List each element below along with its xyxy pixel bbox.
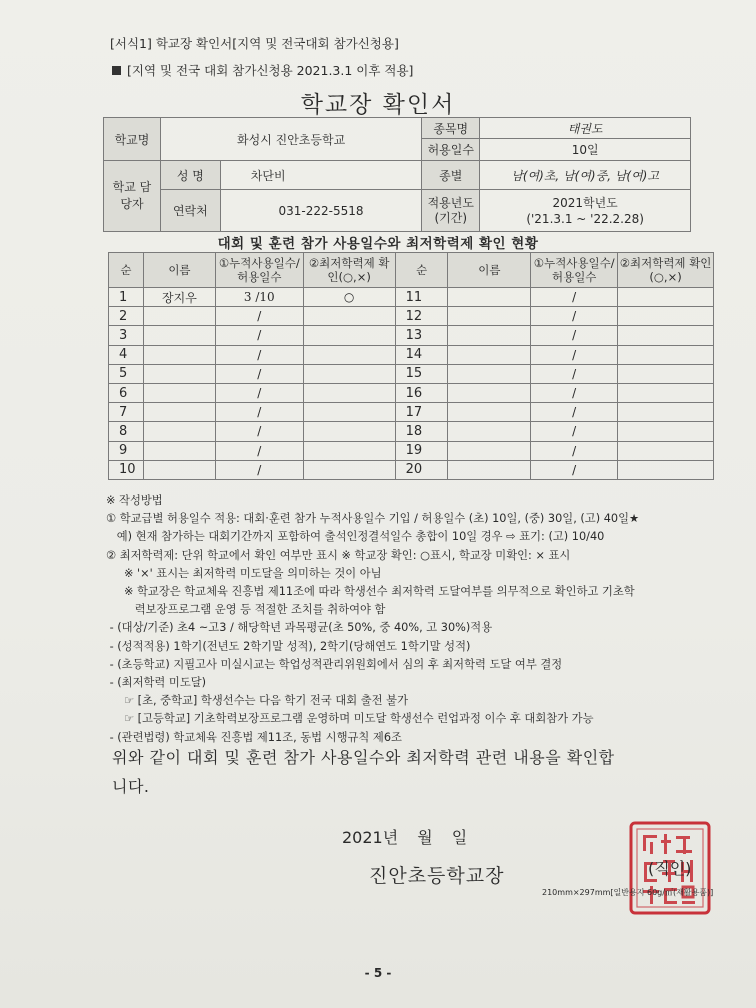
days-used: / [215,383,303,402]
days-used: / [531,383,618,402]
table-row [109,403,714,422]
form-label: [서식1] 학교장 확인서[지역 및 전국대회 참가신청용] [110,36,399,51]
row-number: 20 [395,460,448,479]
academic-check [303,345,395,364]
header-name: 이름 [143,253,215,288]
academic-check [618,288,714,307]
header-no: 순 [109,253,144,288]
academic-check [303,403,395,422]
days-used: / [531,441,618,460]
row-number: 7 [109,403,144,422]
academic-check [618,345,714,364]
row-number: 16 [395,383,448,402]
student-name [143,307,215,326]
student-name [143,460,215,479]
row-number: 13 [395,326,448,345]
instruction-line: - (대상/기준) 초4 ~고3 / 해당학년 과목평균(초 50%, 중 40%, 고 30%)적용 [106,621,493,635]
student-name [143,326,215,345]
student-name [448,460,531,479]
student-name [143,364,215,383]
days-used: / [215,326,303,345]
allowed-days-value: 10일 [480,139,691,161]
academic-check [618,403,714,422]
academic-check [618,460,714,479]
academic-check [618,422,714,441]
instruction-line: ② 최저학력제: 단위 학교에서 확인 여부만 표시 ※ 학교장 확인: ○표시, 학교장 미확인: × 표시 [106,548,571,562]
academic-check [618,326,714,345]
academic-check [303,441,395,460]
academic-check: ○ [303,288,395,307]
student-name [448,403,531,422]
row-number: 3 [109,326,144,345]
student-name [448,422,531,441]
days-used: / [215,460,303,479]
event-label: 종목명 [422,118,480,139]
table-row [109,288,714,307]
status-table-header [109,253,714,288]
instruction-line: 예) 현재 참가하는 대회기간까지 포함하여 출석인정결석일수 총합이 10일 경우 ⇨ 표기: (고) 10/40 [106,530,605,544]
academic-check [618,307,714,326]
days-used: / [531,345,618,364]
days-used: / [531,460,618,479]
table-row [109,345,714,364]
student-name [448,288,531,307]
contact-value: 031-222-5518 [220,190,422,232]
confirmation-line-2: 니다. [112,777,150,796]
row-number: 14 [395,345,448,364]
student-name: 장지우 [143,288,215,307]
instruction-line: ☞ [고등학교] 기초학력보장프로그램 운영하며 미도달 학생선수 런업과정 이수 후 대회참가 가능 [106,712,594,726]
row-number: 5 [109,364,144,383]
school-principal: 진안초등학교장 [369,865,505,887]
academic-check [618,364,714,383]
row-number: 4 [109,345,144,364]
row-number: 12 [395,307,448,326]
student-name [448,345,531,364]
days-used: 3 /10 [215,288,303,307]
status-table-caption: 대회 및 훈련 참가 사용일수와 최저학력제 확인 현황 [217,236,539,252]
row-number: 15 [395,364,448,383]
instruction-line: 력보장프로그램 운영 등 적절한 조치를 취하여야 함 [106,603,386,617]
row-number: 17 [395,403,448,422]
header-days: ①누적사용일수/ 허용일수 [531,253,618,288]
allowed-days-label: 허용일수 [422,139,480,161]
academic-check [303,307,395,326]
days-used: / [215,345,303,364]
row-number: 9 [109,441,144,460]
instruction-line: - (최저학력 미도달) [106,676,207,690]
days-used: / [215,307,303,326]
student-name [448,364,531,383]
school-info-table [103,117,691,232]
header-check: ②최저학력제 확인(○,×) [618,253,714,288]
table-row [109,383,714,402]
row-number: 11 [395,288,448,307]
row-number: 2 [109,307,144,326]
official-seal-mark: (직인) [648,859,692,878]
year-label: 적용년도 (기간) [422,190,480,232]
days-used: / [531,364,618,383]
name-value: 차단비 [220,161,422,190]
header-name: 이름 [448,253,531,288]
row-number: 10 [109,460,144,479]
instruction-line: - (초등학교) 지필고사 미실시교는 학업성적관리위원회에서 심의 후 최저학력 도달 여부 결정 [106,657,563,671]
instruction-line: ① 학교급별 허용일수 적용: 대회·훈련 참가 누적사용일수 기입 / 허용일수 (초) 10일, (중) 30일, (고) 40일★ [106,512,640,526]
days-used: / [531,307,618,326]
paper-spec: 210mm×297mm[일반용지 60g/㎡(재활용품)] [542,888,714,897]
year-period: ('21.3.1 ~ '22.2.28) [526,211,644,226]
page-title: 학교장 확인서 [300,92,456,118]
days-used: / [531,422,618,441]
table-row [109,422,714,441]
academic-check [303,460,395,479]
academic-check [303,364,395,383]
confirmation-line-1: 위와 같이 대회 및 훈련 참가 사용일수와 최저학력 관련 내용을 확인합 [112,748,615,767]
status-table-body [109,288,714,480]
header-days: ①누적사용일수/ 허용일수 [215,253,303,288]
academic-check [618,383,714,402]
student-name [143,383,215,402]
table-row [109,441,714,460]
date-line: 2021년 월 일 [342,828,468,847]
instruction-line: ※ 학교장은 학교체육 진흥법 제11조에 따라 학생선수 최저학력 도달여부를 의무적으로 확인하고 기초학 [106,585,635,599]
student-name [448,307,531,326]
days-used: / [531,326,618,345]
academic-check [303,422,395,441]
page-number: - 5 - [364,966,392,980]
days-used: / [215,422,303,441]
row-number: 1 [109,288,144,307]
instruction-line: ※ '×' 표시는 최저학력 미도달을 의미하는 것이 아님 [106,566,382,580]
student-name [448,441,531,460]
academic-check [303,383,395,402]
table-row [109,460,714,479]
writing-instructions [106,492,639,747]
academic-check [618,441,714,460]
table-row [109,364,714,383]
academic-check [303,326,395,345]
square-bullet-icon [112,66,121,75]
teacher-label: 학교 담당자 [104,161,161,232]
school-name-label: 학교명 [104,118,161,161]
student-name [143,345,215,364]
student-name [143,403,215,422]
instruction-line: ☞ [초, 중학교] 학생선수는 다음 학기 전국 대회 출전 불가 [106,694,408,708]
scope-note [112,61,413,79]
category-value: 남(여)초, 남(여)중, 남(여)고 [480,161,691,190]
days-used: / [215,364,303,383]
contact-label: 연락처 [160,190,220,232]
year-cell [480,190,691,232]
event-value: 태권도 [480,118,691,139]
row-number: 19 [395,441,448,460]
student-name [143,441,215,460]
confirmation-text [112,743,615,801]
status-table [108,252,714,480]
table-row [109,326,714,345]
row-number: 8 [109,422,144,441]
year-value: 2021학년도 [552,195,618,210]
instruction-line: - (성적적용) 1학기(전년도 2학기말 성적), 2학기(당해연도 1학기말 성적) [106,639,471,653]
days-used: / [215,441,303,460]
header-check: ②최저학력제 확인(○,×) [303,253,395,288]
days-used: / [215,403,303,422]
instruction-line: ※ 작성방법 [106,494,163,507]
table-row [109,307,714,326]
row-number: 18 [395,422,448,441]
days-used: / [531,403,618,422]
row-number: 6 [109,383,144,402]
name-label: 성 명 [160,161,220,190]
scope-note-text: [지역 및 전국 대회 참가신청용 2021.3.1 이후 적용] [127,63,414,78]
header-no: 순 [395,253,448,288]
category-label: 종별 [422,161,480,190]
student-name [143,422,215,441]
instruction-line: - (관련법령) 학교체육 진흥법 제11조, 동법 시행규칙 제6조 [106,730,402,744]
student-name [448,326,531,345]
student-name [448,383,531,402]
school-name-value: 화성시 진안초등학교 [160,118,421,161]
days-used: / [531,288,618,307]
